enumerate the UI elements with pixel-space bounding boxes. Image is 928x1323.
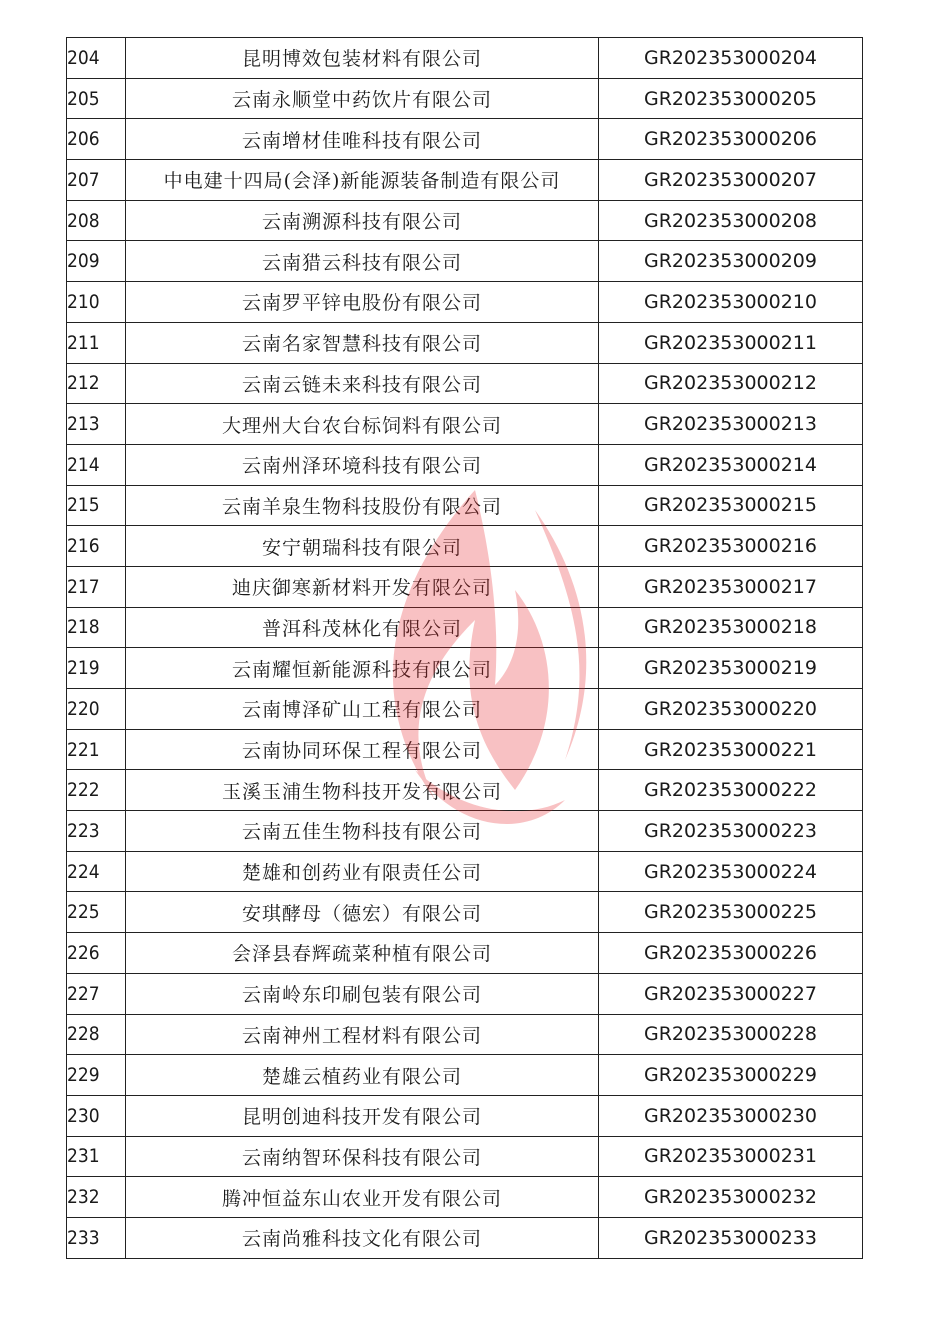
company-name: 云南神州工程材料有限公司 <box>126 1014 599 1055</box>
row-number: 204 <box>67 38 126 79</box>
table-body <box>67 38 863 1259</box>
table-row <box>67 1136 863 1177</box>
company-name: 楚雄云植药业有限公司 <box>126 1055 599 1096</box>
certificate-number: GR202353000213 <box>599 404 863 445</box>
row-number: 232 <box>67 1177 126 1218</box>
company-name: 安宁朝瑞科技有限公司 <box>126 526 599 567</box>
certificate-number: GR202353000218 <box>599 607 863 648</box>
row-number: 233 <box>67 1217 126 1258</box>
certificate-number: GR202353000210 <box>599 282 863 323</box>
table-row <box>67 119 863 160</box>
certificate-number: GR202353000228 <box>599 1014 863 1055</box>
company-name: 云南溯源科技有限公司 <box>126 200 599 241</box>
row-number: 222 <box>67 770 126 811</box>
table-row <box>67 770 863 811</box>
company-name: 安琪酵母（德宏）有限公司 <box>126 892 599 933</box>
company-name: 云南岭东印刷包装有限公司 <box>126 973 599 1014</box>
row-number: 225 <box>67 892 126 933</box>
company-name: 云南云链未来科技有限公司 <box>126 363 599 404</box>
company-list-table <box>66 37 863 1259</box>
table-row <box>67 851 863 892</box>
table-row <box>67 241 863 282</box>
company-name: 云南尚雅科技文化有限公司 <box>126 1217 599 1258</box>
table-row <box>67 363 863 404</box>
row-number: 212 <box>67 363 126 404</box>
table-row <box>67 485 863 526</box>
table-row <box>67 648 863 689</box>
table-row <box>67 38 863 79</box>
company-name: 腾冲恒益东山农业开发有限公司 <box>126 1177 599 1218</box>
table-row <box>67 404 863 445</box>
table-row <box>67 1217 863 1258</box>
company-name: 云南羊泉生物科技股份有限公司 <box>126 485 599 526</box>
certificate-number: GR202353000216 <box>599 526 863 567</box>
table-row <box>67 607 863 648</box>
certificate-number: GR202353000226 <box>599 933 863 974</box>
certificate-number: GR202353000224 <box>599 851 863 892</box>
table-row <box>67 892 863 933</box>
certificate-number: GR202353000222 <box>599 770 863 811</box>
certificate-number: GR202353000215 <box>599 485 863 526</box>
table-row <box>67 689 863 730</box>
certificate-number: GR202353000217 <box>599 566 863 607</box>
certificate-number: GR202353000207 <box>599 160 863 201</box>
table-row <box>67 78 863 119</box>
certificate-number: GR202353000208 <box>599 200 863 241</box>
row-number: 231 <box>67 1136 126 1177</box>
company-name: 楚雄和创药业有限责任公司 <box>126 851 599 892</box>
row-number: 226 <box>67 933 126 974</box>
row-number: 230 <box>67 1095 126 1136</box>
row-number: 205 <box>67 78 126 119</box>
company-name: 会泽县春辉疏菜种植有限公司 <box>126 933 599 974</box>
certificate-number: GR202353000212 <box>599 363 863 404</box>
row-number: 210 <box>67 282 126 323</box>
company-name: 昆明博效包装材料有限公司 <box>126 38 599 79</box>
table-row <box>67 200 863 241</box>
table-row <box>67 322 863 363</box>
row-number: 215 <box>67 485 126 526</box>
row-number: 209 <box>67 241 126 282</box>
row-number: 220 <box>67 689 126 730</box>
certificate-number: GR202353000233 <box>599 1217 863 1258</box>
company-name: 云南罗平锌电股份有限公司 <box>126 282 599 323</box>
certificate-number: GR202353000223 <box>599 811 863 852</box>
table-row <box>67 566 863 607</box>
row-number: 207 <box>67 160 126 201</box>
row-number: 218 <box>67 607 126 648</box>
certificate-number: GR202353000232 <box>599 1177 863 1218</box>
company-name: 迪庆御寒新材料开发有限公司 <box>126 566 599 607</box>
certificate-number: GR202353000220 <box>599 689 863 730</box>
table-row <box>67 1055 863 1096</box>
table-row <box>67 811 863 852</box>
row-number: 208 <box>67 200 126 241</box>
company-name: 昆明创迪科技开发有限公司 <box>126 1095 599 1136</box>
row-number: 216 <box>67 526 126 567</box>
table-row <box>67 160 863 201</box>
company-name: 云南猎云科技有限公司 <box>126 241 599 282</box>
certificate-number: GR202353000221 <box>599 729 863 770</box>
certificate-number: GR202353000211 <box>599 322 863 363</box>
company-name: 云南永顺堂中药饮片有限公司 <box>126 78 599 119</box>
row-number: 223 <box>67 811 126 852</box>
certificate-number: GR202353000209 <box>599 241 863 282</box>
table-row <box>67 973 863 1014</box>
certificate-number: GR202353000204 <box>599 38 863 79</box>
certificate-number: GR202353000214 <box>599 444 863 485</box>
table-row <box>67 1177 863 1218</box>
certificate-number: GR202353000225 <box>599 892 863 933</box>
company-name: 云南增材佳唯科技有限公司 <box>126 119 599 160</box>
company-name: 云南博泽矿山工程有限公司 <box>126 689 599 730</box>
row-number: 206 <box>67 119 126 160</box>
row-number: 228 <box>67 1014 126 1055</box>
company-name: 云南耀恒新能源科技有限公司 <box>126 648 599 689</box>
certificate-number: GR202353000230 <box>599 1095 863 1136</box>
company-name: 云南名家智慧科技有限公司 <box>126 322 599 363</box>
row-number: 221 <box>67 729 126 770</box>
company-name: 中电建十四局(会泽)新能源装备制造有限公司 <box>126 160 599 201</box>
row-number: 214 <box>67 444 126 485</box>
table-row <box>67 444 863 485</box>
row-number: 229 <box>67 1055 126 1096</box>
certificate-number: GR202353000206 <box>599 119 863 160</box>
certificate-number: GR202353000229 <box>599 1055 863 1096</box>
certificate-number: GR202353000231 <box>599 1136 863 1177</box>
certificate-number: GR202353000205 <box>599 78 863 119</box>
company-name: 大理州大台农台标饲料有限公司 <box>126 404 599 445</box>
company-name: 玉溪玉浦生物科技开发有限公司 <box>126 770 599 811</box>
row-number: 219 <box>67 648 126 689</box>
company-name: 普洱科茂林化有限公司 <box>126 607 599 648</box>
certificate-number: GR202353000227 <box>599 973 863 1014</box>
table-row <box>67 282 863 323</box>
row-number: 213 <box>67 404 126 445</box>
table-row <box>67 933 863 974</box>
table-row <box>67 1014 863 1055</box>
row-number: 217 <box>67 566 126 607</box>
row-number: 211 <box>67 322 126 363</box>
table-row <box>67 729 863 770</box>
table-row <box>67 1095 863 1136</box>
company-name: 云南协同环保工程有限公司 <box>126 729 599 770</box>
company-name: 云南纳智环保科技有限公司 <box>126 1136 599 1177</box>
row-number: 224 <box>67 851 126 892</box>
table-row <box>67 526 863 567</box>
company-name: 云南五佳生物科技有限公司 <box>126 811 599 852</box>
certificate-number: GR202353000219 <box>599 648 863 689</box>
row-number: 227 <box>67 973 126 1014</box>
company-name: 云南州泽环境科技有限公司 <box>126 444 599 485</box>
